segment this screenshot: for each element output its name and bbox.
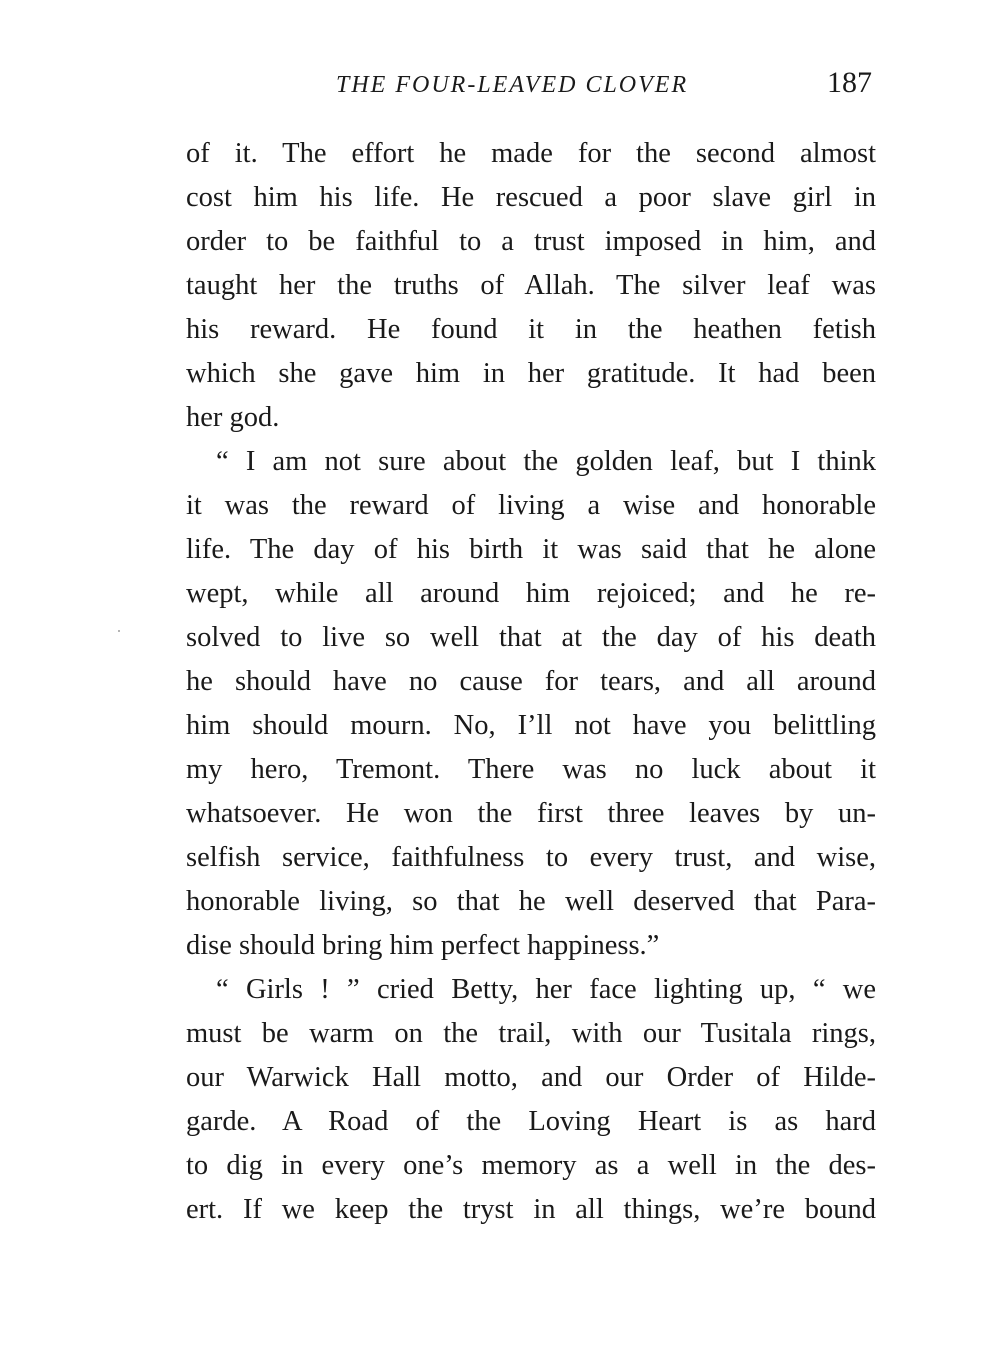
text-line: selfish service, faithfulness to every trust, and wise, — [186, 842, 876, 873]
running-head — [186, 66, 876, 106]
text-line: wept, while all around him rejoiced; and he re- — [186, 578, 876, 609]
text-line: ert. If we keep the tryst in all things, we’re bound — [186, 1194, 876, 1225]
text-line: of it. The effort he made for the second almost — [186, 138, 876, 169]
text-line: cost him his life. He rescued a poor slave girl in — [186, 182, 876, 213]
text-line: my hero, Tremont. There was no luck about it — [186, 754, 876, 785]
text-line: dise should bring him perfect happiness.” — [186, 930, 660, 961]
text-line: garde. A Road of the Loving Heart is as hard — [186, 1106, 876, 1137]
text-line: solved to live so well that at the day of his death — [186, 622, 876, 653]
text-line: must be warm on the trail, with our Tusitala rings, — [186, 1018, 876, 1049]
margin-speck — [118, 630, 120, 632]
text-line: “ Girls ! ” cried Betty, her face lighting up, “ we — [216, 974, 876, 1005]
text-line: life. The day of his birth it was said that he alone — [186, 534, 876, 565]
text-line: which she gave him in her gratitude. It had been — [186, 358, 876, 389]
text-line: him should mourn. No, I’ll not have you belittling — [186, 710, 876, 741]
text-line: “ I am not sure about the golden leaf, but I think — [216, 446, 876, 477]
text-line: to dig in every one’s memory as a well in the des- — [186, 1150, 876, 1181]
body-text — [186, 132, 876, 1232]
text-line: taught her the truths of Allah. The silver leaf was — [186, 270, 876, 301]
text-line: his reward. He found it in the heathen fetish — [186, 314, 876, 345]
page-number: 187 — [827, 66, 872, 99]
text-line: our Warwick Hall motto, and our Order of Hilde- — [186, 1062, 876, 1093]
text-line: order to be faithful to a trust imposed in him, and — [186, 226, 876, 257]
text-line: he should have no cause for tears, and all around — [186, 666, 876, 697]
text-line: it was the reward of living a wise and honorable — [186, 490, 876, 521]
text-line: honorable living, so that he well deserved that Para- — [186, 886, 876, 917]
text-line: whatsoever. He won the first three leaves by un- — [186, 798, 876, 829]
text-line: her god. — [186, 402, 280, 433]
running-title: THE FOUR-LEAVED CLOVER — [336, 72, 689, 98]
